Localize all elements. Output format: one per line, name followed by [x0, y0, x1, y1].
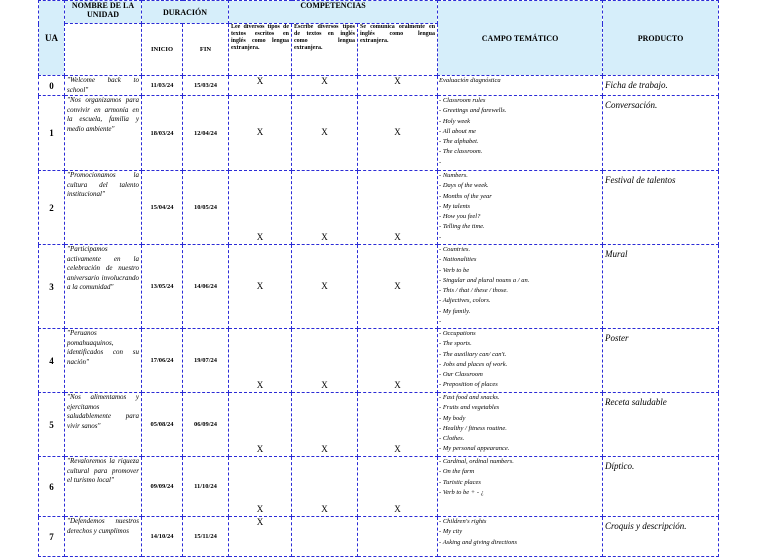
theme-list	[438, 517, 603, 557]
start-date: 17/06/24	[142, 329, 183, 393]
unit-name: "Participamos activamente en la celebración de nuestro aniversario involucrando a la comunidad"	[65, 245, 142, 329]
unit-name: "Revaloremos la riqueza cultural para promover el turismo local"	[65, 457, 142, 517]
theme-list	[438, 393, 603, 457]
theme-item: - All about me	[439, 127, 476, 135]
theme-list	[438, 457, 603, 517]
curriculum-table	[38, 0, 718, 557]
theme-item: - The sports.	[439, 340, 472, 348]
theme-item: -	[439, 158, 442, 166]
start-date: 14/10/24	[142, 517, 183, 557]
competency-mark: X	[292, 329, 358, 393]
theme-item: - Turistic places	[439, 478, 481, 486]
theme-item: - How you feel?	[439, 213, 481, 221]
header-theme: CAMPO TEMÁTICO	[438, 1, 603, 76]
theme-item: - Nationalities	[439, 256, 477, 264]
start-date: 18/03/24	[142, 96, 183, 171]
product: Festival de talentos	[603, 171, 719, 245]
unit-row	[39, 76, 719, 96]
theme-items	[439, 76, 600, 86]
competency-mark: X	[229, 393, 292, 457]
competency-mark: X	[358, 329, 438, 393]
theme-item: - Fast food and snacks.	[439, 394, 500, 401]
ua-number: 4	[39, 329, 65, 393]
product: Poster	[603, 329, 719, 393]
product: Receta saludable	[603, 393, 719, 457]
ua-number: 3	[39, 245, 65, 329]
theme-item: - Holy week	[439, 117, 471, 125]
theme-item: - The alphabet.	[439, 138, 479, 146]
header-end: FIN	[183, 24, 229, 76]
theme-item: - Greetings and farewells.	[439, 107, 507, 115]
theme-item: - Classroom rules	[439, 97, 486, 104]
theme-item: Evaluación diagnóstica	[439, 77, 501, 84]
unit-name: "Nos organizamos para convivir en armonía en la escuela, familia y medio ambiente"	[65, 96, 142, 171]
theme-item: - This / that / these / those.	[439, 287, 509, 295]
unit-name: "Nos alimentamos y ejercitamos saludablemente para vivir sanos"	[65, 393, 142, 457]
header-competency-write: Escribe diversos tipos de textos en inglés como lengua extranjera.	[292, 24, 358, 76]
product: Díptico.	[603, 457, 719, 517]
theme-list	[438, 76, 603, 96]
theme-item: - The classroom.	[439, 148, 483, 156]
start-date: 11/03/24	[142, 76, 183, 96]
competency-mark: X	[229, 517, 292, 557]
competency-mark: X	[292, 393, 358, 457]
end-date: 15/03/24	[183, 76, 229, 96]
competency-mark: X	[229, 457, 292, 517]
unit-row	[39, 96, 719, 171]
unit-row	[39, 393, 719, 457]
start-date: 15/04/24	[142, 171, 183, 245]
product: Ficha de trabajo.	[603, 76, 719, 96]
theme-item: - Asking and giving directions	[439, 538, 518, 546]
theme-item: - Clothes.	[439, 435, 465, 443]
theme-items	[439, 96, 600, 168]
ua-number: 1	[39, 96, 65, 171]
unit-row	[39, 329, 719, 393]
unit-row	[39, 245, 719, 329]
competency-mark: X	[358, 245, 438, 329]
theme-items	[439, 171, 600, 243]
end-date: 10/05/24	[183, 171, 229, 245]
theme-items	[439, 393, 600, 455]
theme-item: - My family.	[439, 307, 471, 315]
end-date: 14/06/24	[183, 245, 229, 329]
theme-item: - Occupations	[439, 330, 476, 337]
theme-items	[439, 457, 600, 498]
competency-mark: X	[358, 393, 438, 457]
start-date: 05/08/24	[142, 393, 183, 457]
theme-item: -	[439, 233, 442, 241]
header-duration: DURACIÓN	[142, 1, 229, 24]
theme-items	[439, 245, 600, 327]
end-date: 12/04/24	[183, 96, 229, 171]
header-competency-speak: Se comunica oralmente en inglés como lengua extranjera.	[358, 24, 438, 76]
competency-mark: X	[229, 245, 292, 329]
theme-item: - Healthy / fitness routine.	[439, 424, 507, 432]
competency-mark: X	[292, 171, 358, 245]
theme-item: - Verb to be + - ¿	[439, 488, 484, 496]
theme-item: - My talents	[439, 202, 471, 210]
theme-item: - Countries.	[439, 246, 471, 253]
theme-item: -	[439, 318, 442, 326]
header-ua: UA	[39, 1, 65, 76]
ua-number: 5	[39, 393, 65, 457]
header-competencies: COMPETENCIAS	[229, 1, 438, 24]
theme-items	[439, 329, 600, 391]
ua-number: 0	[39, 76, 65, 96]
competency-mark	[292, 517, 358, 557]
competency-mark: X	[358, 96, 438, 171]
competency-mark: X	[358, 171, 438, 245]
theme-item: - Days of the week.	[439, 182, 489, 190]
competency-mark: X	[358, 76, 438, 96]
theme-item: - Verb to be	[439, 266, 470, 274]
unit-name: "Promocionamos la cultura del talento institucional"	[65, 171, 142, 245]
header-start: INICIO	[142, 24, 183, 76]
ua-number: 7	[39, 517, 65, 557]
theme-item: - Numbers.	[439, 172, 468, 179]
header-competency-read: Lee diversos tipos de textos escritos en inglés como lengua extranjera.	[229, 24, 292, 76]
unit-name: "Welcome back to school"	[65, 76, 142, 96]
theme-item: - Preposition of places	[439, 381, 498, 389]
competency-mark: X	[229, 329, 292, 393]
competency-mark	[358, 517, 438, 557]
end-date: 11/10/24	[183, 457, 229, 517]
theme-item: - Singular and plural nouns a / an.	[439, 276, 530, 284]
competency-mark: X	[292, 96, 358, 171]
theme-item: - My personal appearance.	[439, 445, 510, 453]
competency-mark: X	[229, 171, 292, 245]
header-product: PRODUCTO	[603, 1, 719, 76]
unit-row	[39, 171, 719, 245]
competency-mark: X	[292, 76, 358, 96]
unit-name: "Defendemos nuestros derechos y cumplimos	[65, 517, 142, 557]
theme-item: - Cardinal, ordinal numbers.	[439, 458, 514, 465]
unit-row	[39, 517, 719, 557]
ua-number: 2	[39, 171, 65, 245]
unit-row	[39, 457, 719, 517]
theme-item: - Children's rights	[439, 518, 487, 525]
theme-list	[438, 171, 603, 245]
start-date: 13/05/24	[142, 245, 183, 329]
product: Mural	[603, 245, 719, 329]
theme-item: - My city	[439, 528, 463, 536]
theme-list	[438, 329, 603, 393]
theme-list	[438, 245, 603, 329]
product: Conversación.	[603, 96, 719, 171]
theme-item: - Telling the time.	[439, 223, 485, 231]
competency-mark: X	[292, 245, 358, 329]
theme-item: - Fruits and vegetables	[439, 404, 500, 412]
theme-item: - On the farm	[439, 468, 475, 476]
ua-number: 6	[39, 457, 65, 517]
theme-item: - Adjectives, colors.	[439, 297, 491, 305]
competency-mark: X	[229, 96, 292, 171]
theme-items	[439, 517, 600, 548]
theme-item: - Jobs and places of work.	[439, 360, 508, 368]
start-date: 09/09/24	[142, 457, 183, 517]
end-date: 06/09/24	[183, 393, 229, 457]
header-unit-name: NOMBRE DE LA UNIDAD	[65, 1, 142, 24]
competency-mark: X	[229, 76, 292, 96]
end-date: 19/07/24	[183, 329, 229, 393]
theme-item: - Our Classroom	[439, 371, 483, 379]
competency-mark: X	[292, 457, 358, 517]
product: Croquis y descripción.	[603, 517, 719, 557]
end-date: 15/11/24	[183, 517, 229, 557]
theme-item: - Months of the year	[439, 192, 492, 200]
header-unit-name-blank	[65, 24, 142, 76]
theme-list	[438, 96, 603, 171]
theme-item: - The auxiliary can/ can't.	[439, 350, 507, 358]
unit-name: "Peruanos pomahuaquinos, identificados con su nación"	[65, 329, 142, 393]
competency-mark: X	[358, 457, 438, 517]
theme-item: - My body	[439, 414, 466, 422]
